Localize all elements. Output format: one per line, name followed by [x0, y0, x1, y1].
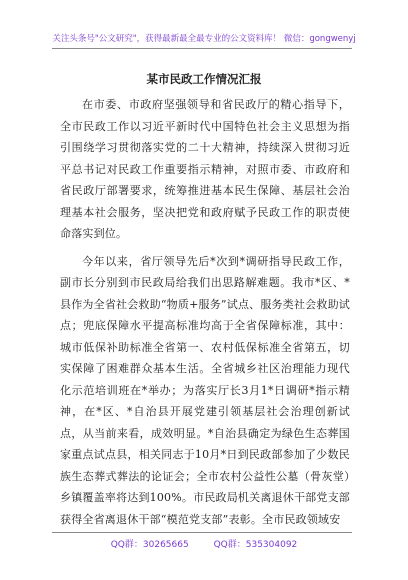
header-divider: [52, 48, 352, 49]
footer-qq-group-1: QQ群：30265665: [110, 540, 189, 550]
footer-qq-group-2: QQ群：535304092: [213, 540, 298, 550]
footer-divider: [52, 532, 352, 533]
header-note: 关注头条号"公文研究"，获得最新最全最专业的公文资料库！ 微信：gongwenyj: [52, 34, 356, 44]
paragraph: 今年以来，省厅领导先后*次到*调研指导民政工作，副市长分别到市民政局给我们出思路解难题。我市*区、*县作为全省社会救助“物质+服务”试点、服务类社会救助试点；兜底保障水平提高标准均高于全省保障标准，其中：城市低保补助标准全省第一、农村低保标准全省第五，切实保障了困难群众基本生活。全省城乡社区治理能力现代化示范培训班在*举办；为落实厅长3月1*日调研*指示精神，在*区、*自治县开展党建引领基层社会治理创新试点，从当前来看，成效明显。*自治县确定为绿色生态葬国家重点试点县，相关同志于10月*日到民政部参加了少数民族生态葬式葬法的论证会；全市农村公益性公墓（骨灰堂）乡镇覆盖率将达到100%。市民政局机关离退休干部党支部获得全省离退休干部“模范党支部”表彰。全市民政领域安: [60, 254, 350, 526]
paragraph: 在市委、市政府坚强领导和省民政厅的精心指导下，全市民政工作以习近平新时代中国特色社会主义思想为指引围绕学习贯彻落实党的二十大精神，持续深入贯彻习近平总书记对民政工作重要指示精神，对照市委、市政府和省民政厅部署要求，统筹推进基本民生保障、基层社会治理基本社会服务，坚决把党和政府赋予民政工作的职责使命落实到位。: [60, 98, 350, 240]
document-title: 某市民政工作情况汇报: [146, 72, 262, 86]
footer: [0, 537, 408, 550]
document-body: [60, 94, 350, 530]
